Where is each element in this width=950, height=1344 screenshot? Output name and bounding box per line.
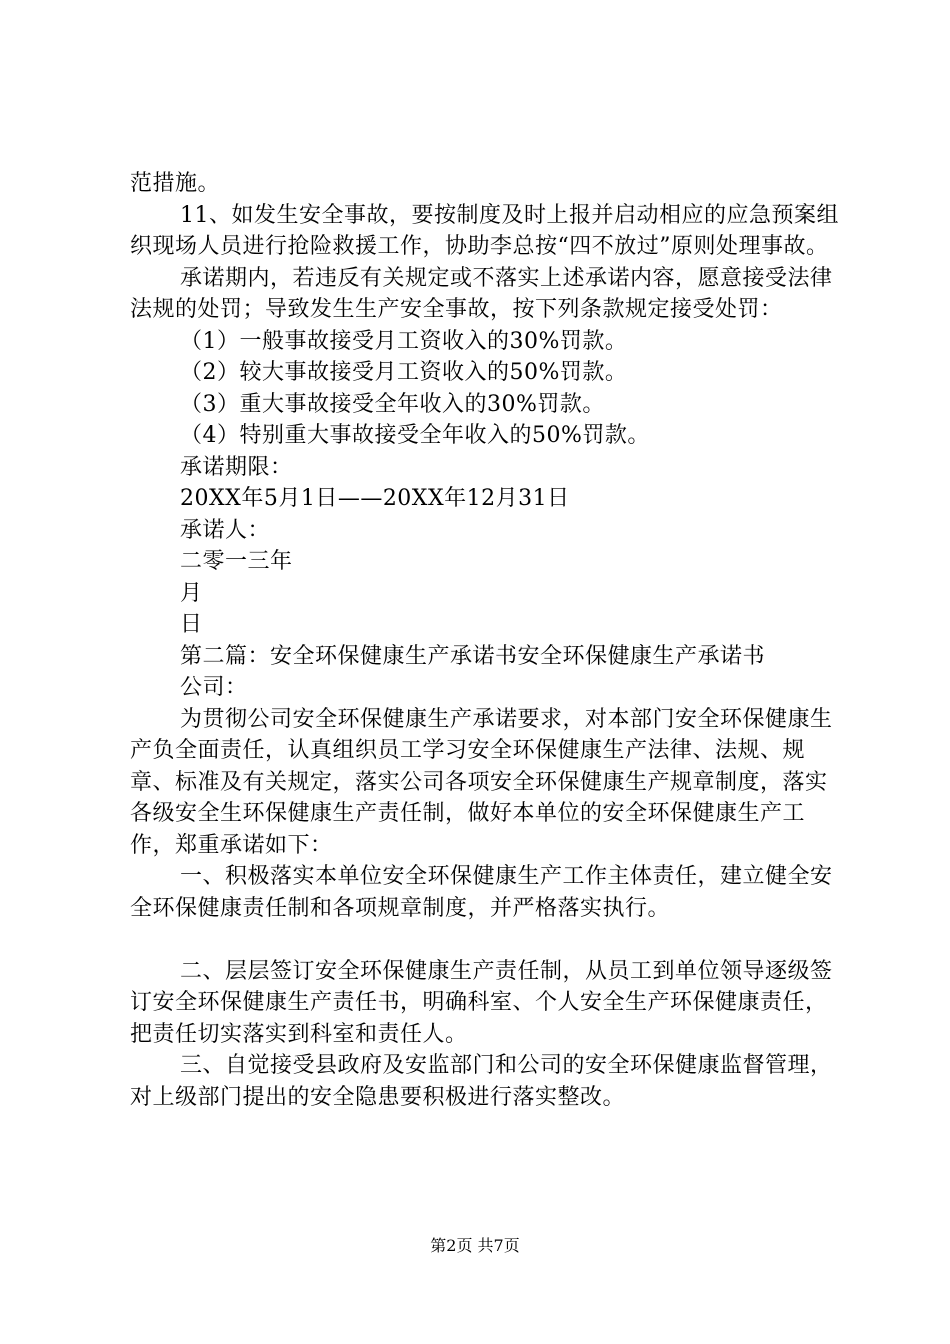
blank-line [130, 924, 842, 956]
signature-year: 二零一三年 [180, 549, 293, 574]
commitment-item-3: 三、自觉接受县政府及安监部门和公司的安全环保健康监督管理，对上级部门提出的安全隐患要积极进行落实整改。 [130, 1053, 833, 1110]
paragraph-preamble: 为贯彻公司安全环保健康生产承诺要求，对本部门安全环保健康生产负全面责任，认真组织员工学习安全环保健康生产法律、法规、规章、标准及有关规定，落实公司各项安全环保健康生产规章制度，落实各级安全生环保健康生产责任制，做好本单位的安全环保健康生产工作，郑重承诺如下： [130, 706, 833, 858]
penalty-item-3: （3）重大事故接受全年收入的30%罚款。 [180, 391, 605, 417]
paragraph-penalty-intro: 承诺期内，若违反有关规定或不落实上述承诺内容，愿意接受法律法规的处罚；导致发生生产安全事故，按下列条款规定接受处罚： [130, 265, 833, 322]
signature-month: 月 [180, 580, 203, 606]
commitment-period-label: 承诺期限： [180, 454, 293, 480]
commitment-item-2: 二、层层签订安全环保健康生产责任制，从员工到单位领导逐级签订安全环保健康生产责任书，明确科室、个人安全生产环保健康责任，把责任切实落实到科室和责任人。 [130, 958, 833, 1047]
document-body [130, 168, 842, 1113]
commitment-person-label: 承诺人： [180, 517, 271, 543]
section-heading-part-two: 第二篇：安全环保健康生产承诺书安全环保健康生产承诺书 [180, 643, 766, 669]
paragraph-item-11: 11、如发生安全事故，要按制度及时上报并启动相应的应急预案组织现场人员进行抢险救援工作，协助李总按“四不放过”原则处理事故。 [130, 202, 839, 259]
commitment-period-value: 20XX年5月1日——20XX年12月31日 [180, 486, 570, 511]
penalty-item-2: （2）较大事故接受月工资收入的50%罚款。 [180, 360, 628, 385]
page-number: 第2页 共7页 [430, 1236, 520, 1255]
page-footer [0, 1236, 950, 1256]
addressee: 公司： [180, 675, 248, 700]
penalty-item-1: （1）一般事故接受月工资收入的30%罚款。 [180, 328, 628, 354]
penalty-item-4: （4）特别重大事故接受全年收入的50%罚款。 [180, 423, 650, 448]
signature-day: 日 [180, 612, 203, 637]
paragraph-continuation: 范措施。 [130, 171, 221, 196]
commitment-item-1: 一、积极落实本单位安全环保健康生产工作主体责任，建立健全安全环保健康责任制和各项规章制度，并严格落实执行。 [130, 864, 833, 921]
